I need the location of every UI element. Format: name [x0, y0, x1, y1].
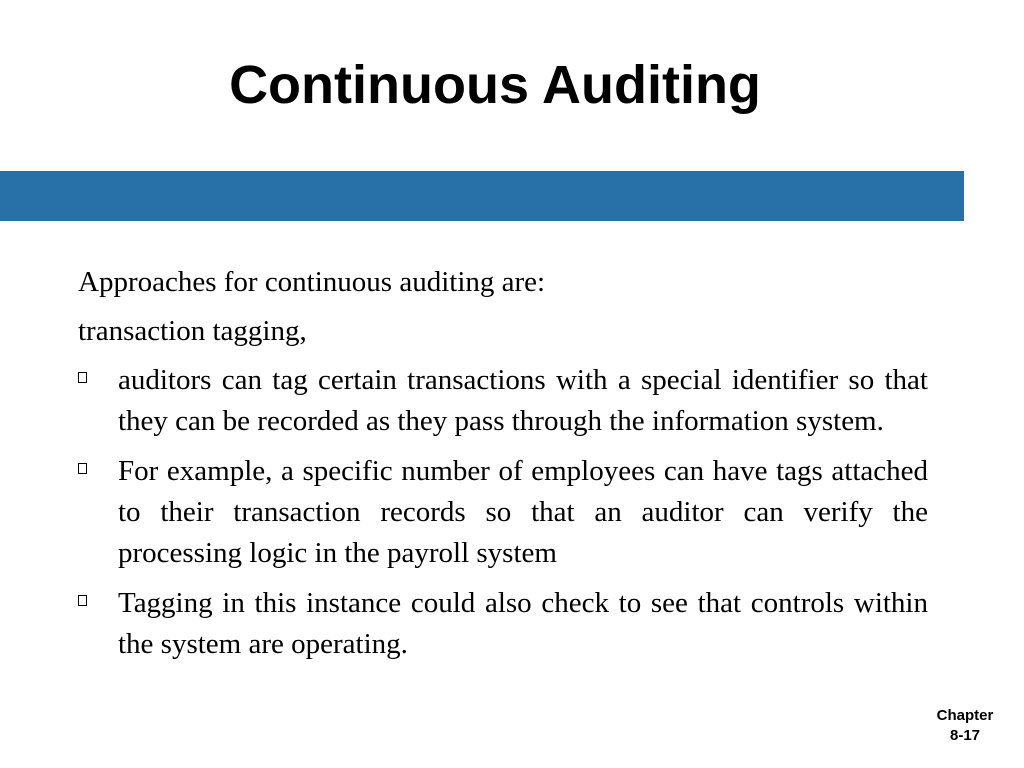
- square-bullet-icon: [78, 463, 87, 474]
- slide-content: [78, 262, 928, 674]
- slide-footer: [918, 706, 1012, 746]
- bullet-text-1: auditors can tag certain transactions with a special identifier so that they can be recorded as they pass through the information system.: [118, 364, 928, 437]
- subheading-text: transaction tagging,: [78, 315, 307, 347]
- chapter-label: Chapter: [936, 707, 994, 724]
- bullet-text-2: For example, a specific number of employees can have tags attached to their transaction records so that an auditor can verify the processing logic in the payroll system: [118, 455, 928, 569]
- bullet-item-3: [78, 583, 928, 665]
- square-bullet-icon: [78, 372, 87, 383]
- page-number: 8-17: [949, 727, 981, 744]
- square-bullet-icon: [78, 595, 87, 606]
- intro-text: Approaches for continuous auditing are:: [78, 266, 546, 298]
- bullet-text-3: Tagging in this instance could also check to see that controls within the system are operating.: [118, 587, 928, 660]
- bullet-item-1: [78, 360, 928, 442]
- title-accent-bar: [0, 171, 964, 221]
- bullet-list: [78, 360, 928, 665]
- slide-title: Continuous Auditing: [229, 55, 761, 115]
- bullet-item-2: [78, 451, 928, 574]
